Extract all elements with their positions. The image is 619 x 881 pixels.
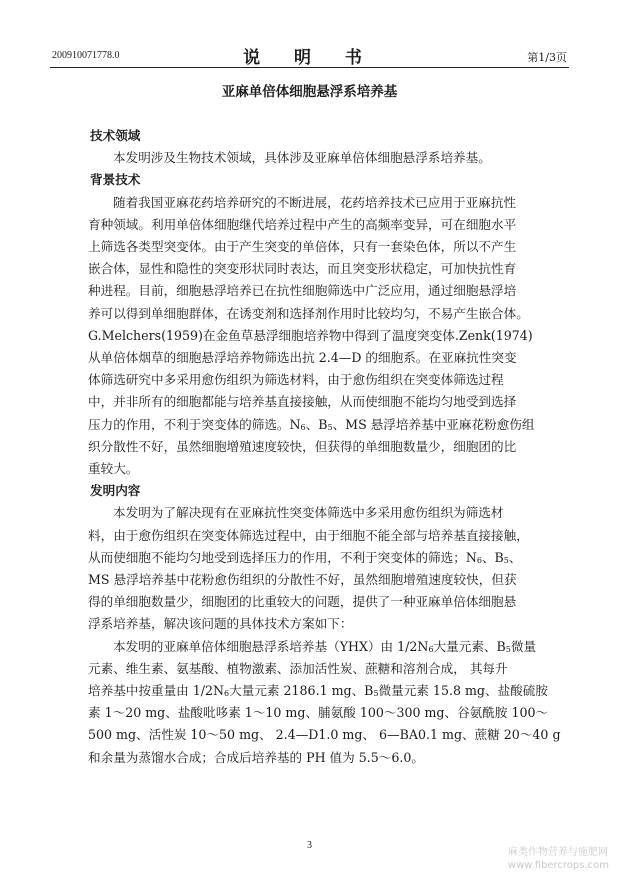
body-line: 压力的作用，不利于突变体的筛选。$N_6$、$B_5$、MS 悬浮培养基中亚麻花粉愈伤组 [88,416,535,432]
body-line: 从而使细胞不能均匀地受到选择压力的作用，不利于突变体的筛选；$N_6$、$B_5$、 [88,549,522,565]
body-line: 元素、维生素、氨基酸、植物激素、添加活性炭、蔗糖和溶剂合成， 其每升 [88,660,508,676]
watermark-url: www.fibercrops.com [507,860,609,871]
body-line: 种进程。目前，细胞悬浮培养已在抗性细胞筛选中广泛应用，通过细胞悬浮培 [88,283,517,299]
document-title: 亚麻单倍体细胞悬浮系培养基 [221,84,398,100]
body-line: 养可以得到单细胞群体，在诱变剂和选择剂作用时比较均匀，不易产生嵌合体。 [88,305,529,321]
body-line: 浮系培养基，解决该问题的具体技术方案如下： [88,616,353,632]
section-background-text [88,192,566,481]
body-line: 素 1～20 mg、盐酸吡哆素 1～10 mg、脯氨酸 100～300 mg、谷氨酰胺 100～ [88,705,549,721]
section-heading-tech-field: 技术领域 [90,128,141,143]
body-line: 本发明涉及生物技术领域，具体涉及亚麻单倍体细胞悬浮系培养基。 [113,150,491,166]
section-heading-invention: 发明内容 [90,483,141,499]
watermark [508,846,609,872]
document-number: 200910071778.0 [52,50,120,61]
body-line: 料，由于愈伤组织在突变体筛选过程中，由于细胞不能全部与培养基直接接触， [88,527,529,543]
body-line: MS 悬浮培养基中花粉愈伤组织的分散性不好，虽然细胞增殖速度较快，但获 [88,572,517,588]
body-line: 随着我国亚麻花药培养研究的不断进展，花药培养技术已应用于亚麻抗性 [113,194,516,210]
section-heading-background: 背景技术 [90,172,141,188]
body-line: 中，并非所有的细胞都能与培养基直接接触，从而使细胞不能均匀地受到选择 [88,394,517,410]
body-line: 本发明为了解决现有在亚麻抗性突变体筛选中多采用愈伤组织为筛选材 [113,505,504,521]
document-type: 说 明 书 [243,48,376,68]
page-indicator: 第1/3页 [527,51,567,64]
body-line: 嵌合体，显性和隐性的突变形状同时表达，而且突变形状稳定，可加快抗性育 [88,261,517,277]
watermark-site-name: 麻类作物营养与施肥网 [507,847,608,858]
body-line: 本发明的亚麻单倍体细胞悬浮系培养基（YHX）由 $1/2N_6$大量元素、$B_5$微量 [113,638,537,654]
body-line: 织分散性不好，虽然细胞增殖速度较快，但获得的单细胞数量少，细胞团的比 [88,438,517,454]
body-line: 体筛选研究中多采用愈伤组织为筛选材料，由于愈伤组织在突变体筛选过程 [88,372,504,388]
body-line: 500 mg、活性炭 10～50 mg、 2.4—D1.0 mg、 6—BA0.1 mg、蔗糖 20～40 g [88,727,561,743]
body-line: 重较大。 [88,461,139,477]
body-line: 育种领域。利用单倍体细胞继代培养过程中产生的高频率变异，可在细胞水平 [88,216,517,232]
document-body [88,125,566,769]
header-rule [50,67,569,68]
page-number: 3 [307,840,312,851]
section-invention-text [88,502,566,768]
body-line: 从单倍体烟草的细胞悬浮培养物筛选出抗 2.4—D 的细胞系。在亚麻抗性突变 [88,350,517,366]
section-tech-field-text [88,147,566,169]
body-line: 上筛选各类型突变体。由于产生突变的单倍体，只有一套染色体，所以不产生 [88,239,517,255]
body-line: 培养基中按重量由 $1/2N_6$大量元素 2186.1 mg、$B_5$微量元素 15.8 mg、盐酸硫胺 [88,683,548,699]
body-line: 得的单细胞数量少，细胞团的比重较大的问题，提供了一种亚麻单倍体细胞悬 [88,594,517,610]
body-line: G.Melchers(1959)在金鱼草悬浮细胞培养物中得到了温度突变体.Zenk(1974) [88,327,533,343]
body-line: 和余量为蒸馏水合成；合成后培养基的 PH 值为 5.5～6.0。 [88,749,424,765]
